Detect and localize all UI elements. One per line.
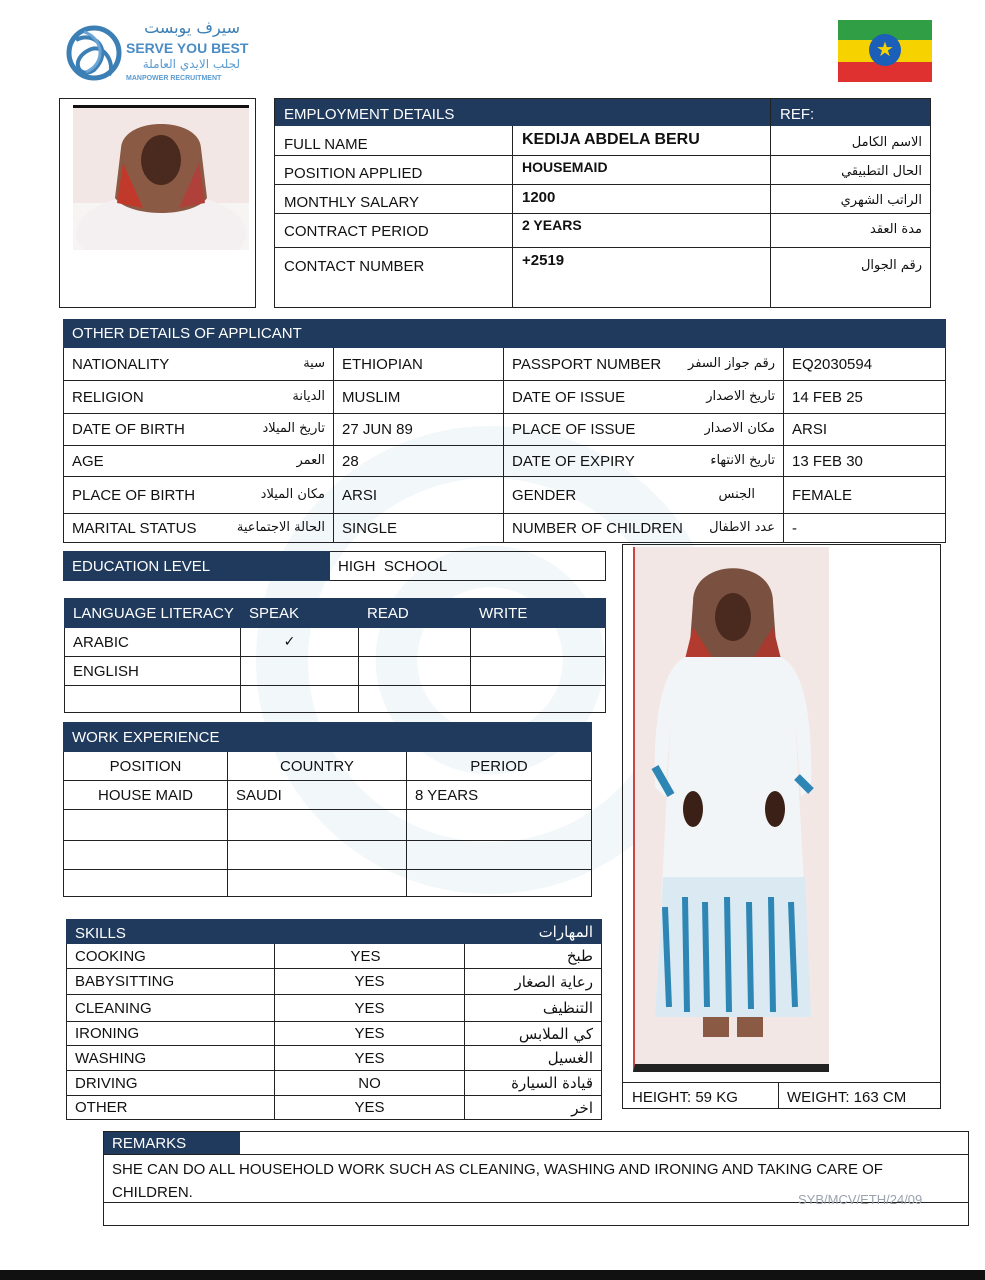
knot-logo-icon	[64, 20, 124, 86]
monthly-salary-value: 1200	[522, 189, 556, 206]
speak-check: ✓	[241, 628, 359, 657]
work-period: 8 YEARS	[407, 781, 592, 810]
work-country: SAUDI	[228, 781, 407, 810]
logo-english-name: SERVE YOU BEST	[126, 40, 249, 56]
religion-value: MUSLIM	[334, 381, 504, 414]
skills-table	[66, 919, 602, 1120]
speak-cell	[241, 686, 359, 713]
place-of-birth-arabic: مكان الميلاد	[260, 486, 325, 502]
date-of-issue-value: 14 FEB 25	[784, 381, 946, 414]
gender-label: GENDER	[512, 486, 577, 504]
employment-col-divider-2	[770, 99, 771, 308]
work-period	[407, 870, 592, 897]
full-name-arabic: الاسم الكامل	[851, 135, 922, 150]
passport-number-label-cell	[504, 348, 784, 381]
bottom-edge-strip	[0, 1270, 985, 1280]
read-cell	[359, 628, 471, 657]
skill-name: CLEANING	[67, 995, 275, 1022]
read-header: READ	[359, 599, 471, 628]
table-row	[65, 628, 606, 657]
height-label: HEIGHT: 59 KG	[632, 1089, 738, 1106]
gender-label-cell	[504, 477, 784, 514]
place-of-issue-label: PLACE OF ISSUE	[512, 421, 636, 438]
number-of-children-arabic: عدد الاطفال	[709, 519, 775, 535]
ref-label: REF:	[780, 106, 815, 123]
date-of-birth-arabic: تاريخ الميلاد	[262, 421, 325, 436]
skill-arabic: اخر	[465, 1096, 602, 1120]
employment-row-divider	[274, 184, 931, 185]
monthly-salary-arabic: الراتب الشهري	[840, 193, 922, 208]
table-row	[65, 657, 606, 686]
table-row	[64, 348, 946, 381]
gender-value: FEMALE	[784, 477, 946, 514]
full-body-photo	[633, 547, 829, 1072]
passport-number-value: EQ2030594	[784, 348, 946, 381]
place-of-issue-value: ARSI	[784, 414, 946, 446]
speak-cell	[241, 657, 359, 686]
employment-header: EMPLOYMENT DETAILS	[284, 106, 455, 123]
religion-arabic: الديانة	[292, 388, 325, 404]
language-name: ARABIC	[65, 628, 241, 657]
marital-status-label-cell	[64, 514, 334, 543]
reference-code: SYB/MCV/ETH/24/09	[798, 1192, 923, 1207]
speak-header: SPEAK	[241, 599, 359, 628]
portrait-photo-frame	[59, 98, 256, 308]
education-value: HIGH SCHOOL	[330, 552, 606, 581]
contact-number-label: CONTACT NUMBER	[284, 258, 425, 275]
nationality-value: ETHIOPIAN	[334, 348, 504, 381]
passport-number-label: PASSPORT NUMBER	[512, 355, 662, 373]
position-applied-label: POSITION APPLIED	[284, 165, 423, 182]
date-of-expiry-value: 13 FEB 30	[784, 446, 946, 477]
monthly-salary-label: MONTHLY SALARY	[284, 194, 420, 211]
marital-status-arabic: الحالة الاجتماعية	[236, 519, 325, 535]
write-header: WRITE	[471, 599, 606, 628]
skill-value: YES	[275, 1096, 465, 1120]
skill-name: DRIVING	[67, 1071, 275, 1096]
ethiopia-flag-icon: ★	[838, 20, 932, 82]
read-cell	[359, 657, 471, 686]
age-arabic: العمر	[296, 452, 325, 468]
photo-footer-divider	[623, 1082, 940, 1083]
skill-name: OTHER	[67, 1096, 275, 1120]
number-of-children-label: NUMBER OF CHILDREN	[512, 519, 683, 537]
education-label: EDUCATION LEVEL	[64, 552, 330, 581]
age-label: AGE	[72, 452, 104, 470]
skill-name: WASHING	[67, 1046, 275, 1071]
other-details-table	[63, 319, 946, 543]
table-row	[67, 1046, 602, 1071]
write-cell	[471, 628, 606, 657]
table-row	[67, 969, 602, 995]
full-name-label: FULL NAME	[284, 136, 368, 153]
nationality-label: NATIONALITY	[72, 355, 170, 373]
position-applied-value: HOUSEMAID	[522, 159, 608, 175]
gender-arabic: الجنس	[718, 486, 755, 502]
work-country	[228, 841, 407, 870]
remarks-header: REMARKS	[104, 1132, 240, 1154]
table-row	[67, 995, 602, 1022]
employment-row-divider	[274, 247, 931, 248]
date-of-issue-arabic: تاريخ الاصدار	[706, 388, 775, 404]
skill-value: YES	[275, 1046, 465, 1071]
contact-number-arabic: رقم الجوال	[860, 258, 922, 273]
table-row	[64, 870, 592, 897]
work-position	[64, 841, 228, 870]
employment-row-divider	[274, 155, 931, 156]
education-table	[63, 551, 606, 581]
skill-arabic: الغسيل	[465, 1046, 602, 1071]
period-column-header: PERIOD	[407, 752, 592, 781]
work-country	[228, 870, 407, 897]
place-of-birth-label-cell	[64, 477, 334, 514]
language-table	[64, 598, 606, 713]
skill-arabic: رعاية الصغار	[465, 969, 602, 995]
contract-period-arabic: مدة العقد	[870, 222, 922, 237]
date-of-expiry-label: DATE OF EXPIRY	[512, 452, 635, 470]
position-column-header: POSITION	[64, 752, 228, 781]
table-row	[67, 944, 602, 969]
table-row	[64, 381, 946, 414]
remarks-text: SHE CAN DO ALL HOUSEHOLD WORK SUCH AS CLEANING, WASHING AND IRONING AND TAKING CARE OF CHILDREN.	[112, 1161, 883, 1201]
position-applied-arabic: الحال التطبيقي	[841, 164, 922, 179]
skill-value: YES	[275, 944, 465, 969]
work-period	[407, 841, 592, 870]
language-name: ENGLISH	[65, 657, 241, 686]
write-cell	[471, 657, 606, 686]
religion-label-cell	[64, 381, 334, 414]
skills-header: SKILLS	[67, 920, 465, 944]
date-of-birth-label-cell	[64, 414, 334, 446]
date-of-expiry-arabic: تاريخ الانتهاء	[710, 452, 775, 468]
country-column-header: COUNTRY	[228, 752, 407, 781]
work-country	[228, 810, 407, 841]
full-name-value: KEDIJA ABDELA BERU	[522, 131, 700, 148]
table-row	[64, 414, 946, 446]
skill-arabic: التنظيف	[465, 995, 602, 1022]
marital-status-label: MARITAL STATUS	[72, 519, 197, 537]
skill-name: IRONING	[67, 1022, 275, 1046]
skill-value: YES	[275, 1022, 465, 1046]
work-position: HOUSE MAID	[64, 781, 228, 810]
table-row	[64, 810, 592, 841]
table-row	[64, 841, 592, 870]
logo-english-sub: MANPOWER RECRUITMENT	[126, 75, 222, 82]
work-experience-header-right	[407, 723, 592, 752]
skill-arabic: قيادة السيارة	[465, 1071, 602, 1096]
work-experience-table	[63, 722, 592, 897]
write-cell	[471, 686, 606, 713]
work-position	[64, 870, 228, 897]
marital-status-value: SINGLE	[334, 514, 504, 543]
skills-header-arabic: المهارات	[465, 920, 602, 944]
table-row	[67, 1022, 602, 1046]
date-of-issue-label-cell	[504, 381, 784, 414]
read-cell	[359, 686, 471, 713]
date-of-expiry-label-cell	[504, 446, 784, 477]
table-row	[64, 514, 946, 543]
nationality-arabic: سية	[303, 355, 325, 371]
skill-name: BABYSITTING	[67, 969, 275, 995]
contact-number-value: +2519	[522, 252, 565, 269]
other-details-header: OTHER DETAILS OF APPLICANT	[64, 320, 504, 348]
age-value: 28	[334, 446, 504, 477]
employment-row-divider	[274, 213, 931, 214]
place-of-issue-arabic: مكان الاصدار	[704, 421, 775, 436]
logo-arabic-sub: لجلب الايدي العاملة	[142, 57, 240, 71]
date-of-birth-value: 27 JUN 89	[334, 414, 504, 446]
table-row	[65, 686, 606, 713]
table-row	[67, 1096, 602, 1120]
skill-value: YES	[275, 969, 465, 995]
passport-number-arabic: رقم جواز السفر	[688, 355, 775, 371]
employment-col-divider-1	[512, 126, 513, 308]
language-literacy-header: LANGUAGE LITERACY	[65, 599, 241, 628]
skill-arabic: طبخ	[465, 944, 602, 969]
work-experience-header: WORK EXPERIENCE	[64, 723, 407, 752]
skill-arabic: كي الملابس	[465, 1022, 602, 1046]
skill-value: YES	[275, 995, 465, 1022]
work-period	[407, 810, 592, 841]
table-row	[67, 1071, 602, 1096]
work-position	[64, 810, 228, 841]
number-of-children-label-cell	[504, 514, 784, 543]
logo-arabic-name: سيرف يوبست	[144, 18, 240, 37]
place-of-issue-label-cell	[504, 414, 784, 446]
number-of-children-value: -	[784, 514, 946, 543]
language-name	[65, 686, 241, 713]
skill-value: NO	[275, 1071, 465, 1096]
nationality-label-cell	[64, 348, 334, 381]
table-row	[64, 477, 946, 514]
other-details-header-right	[504, 320, 946, 348]
table-row	[64, 446, 946, 477]
contract-period-label: CONTRACT PERIOD	[284, 223, 429, 240]
skill-name: COOKING	[67, 944, 275, 969]
date-of-birth-label: DATE OF BIRTH	[72, 421, 185, 438]
religion-label: RELIGION	[72, 388, 144, 406]
place-of-birth-value: ARSI	[334, 477, 504, 514]
table-row	[64, 781, 592, 810]
full-body-photo-frame	[622, 544, 941, 1109]
place-of-birth-label: PLACE OF BIRTH	[72, 486, 196, 504]
remarks-top-divider	[103, 1154, 969, 1155]
contract-period-value: 2 YEARS	[522, 217, 582, 233]
photo-footer-col-divider	[778, 1082, 779, 1108]
company-logo	[62, 18, 252, 90]
portrait-photo	[73, 105, 249, 250]
weight-label: WEIGHT: 163 CM	[787, 1089, 907, 1106]
date-of-issue-label: DATE OF ISSUE	[512, 388, 626, 406]
age-label-cell	[64, 446, 334, 477]
